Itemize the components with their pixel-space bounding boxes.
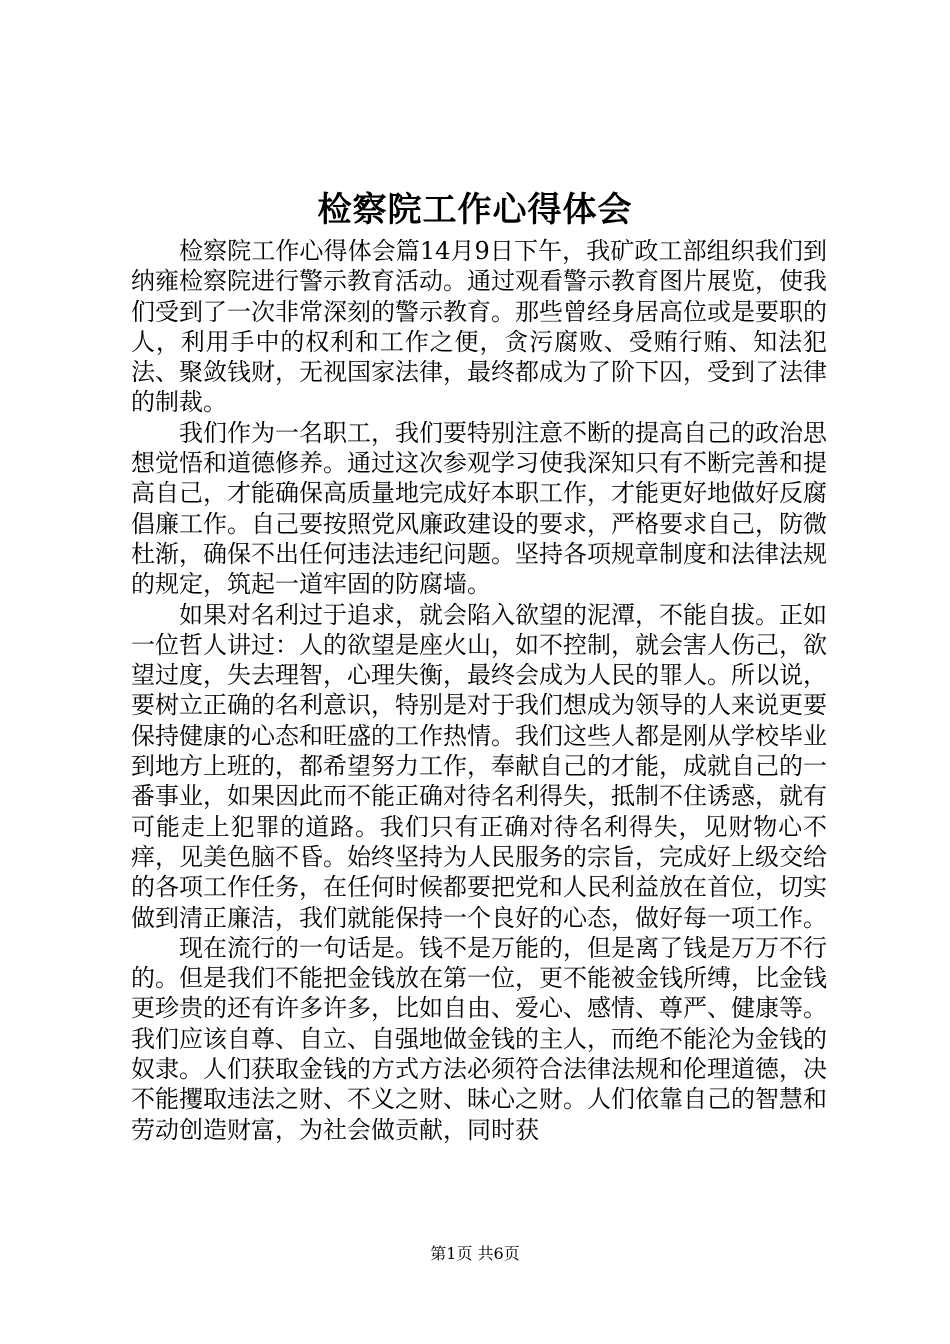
paragraph: 现在流行的一句话是。钱不是万能的，但是离了钱是万万不行的。但是我们不能把金钱放在第一位，更不能被金钱所缚，比金钱更珍贵的还有许多许多，比如自由、爱心、感情、尊严、健康等。我们应该自尊、自立、自强地做金钱的主人，而绝不能沦为金钱的奴隶。人们获取金钱的方式方法必须符合法律法规和伦理道德，决不能攫取违法之财、不义之财、昧心之财。人们依靠自己的智慧和劳动创造财富，为社会做贡献，同时获 — [131, 933, 827, 1144]
paragraph: 如果对名利过于追求，就会陷入欲望的泥潭，不能自拔。正如一位哲人讲过：人的欲望是座火山，如不控制，就会害人伤己，欲望过度，失去理智，心理失衡，最终会成为人民的罪人。所以说，要树立正确的名利意识，特别是对于我们想成为领导的人来说更要保持健康的心态和旺盛的工作热情。我们这些人都是刚从学校毕业到地方上班的，都希望努力工作，奉献自己的才能，成就自己的一番事业，如果因此而不能正确对待名利得失，抵制不住诱惑，就有可能走上犯罪的道路。我们只有正确对待名利得失，见财物心不痒，见美色脑不昏。始终坚持为人民服务的宗旨，完成好上级交给的各项工作任务，在任何时候都要把党和人民利益放在首位，切实做到清正廉洁，我们就能保持一个良好的心态，做好每一项工作。 — [131, 600, 827, 932]
document-title: 检察院工作心得体会 — [317, 190, 633, 230]
paragraph: 我们作为一名职工，我们要特别注意不断的提高自己的政治思想觉悟和道德修养。通过这次参观学习使我深知只有不断完善和提高自己，才能确保高质量地完成好本职工作，才能更好地做好反腐倡廉工作。自己要按照党风廉政建设的要求，严格要求自己，防微杜渐，确保不出任何违法违纪问题。坚持各项规章制度和法律法规的规定，筑起一道牢固的防腐墙。 — [131, 418, 827, 599]
paragraph: 检察院工作心得体会篇14月9日下午，我矿政工部组织我们到纳雍检察院进行警示教育活动。通过观看警示教育图片展览，使我们受到了一次非常深刻的警示教育。那些曾经身居高位或是要职的人，利用手中的权利和工作之便，贪污腐败、受贿行贿、知法犯法、聚敛钱财，无视国家法律，最终都成为了阶下囚，受到了法律的制裁。 — [131, 237, 827, 417]
page-number-footer: 第1页 共6页 — [430, 1244, 520, 1263]
document-body — [131, 236, 827, 1145]
